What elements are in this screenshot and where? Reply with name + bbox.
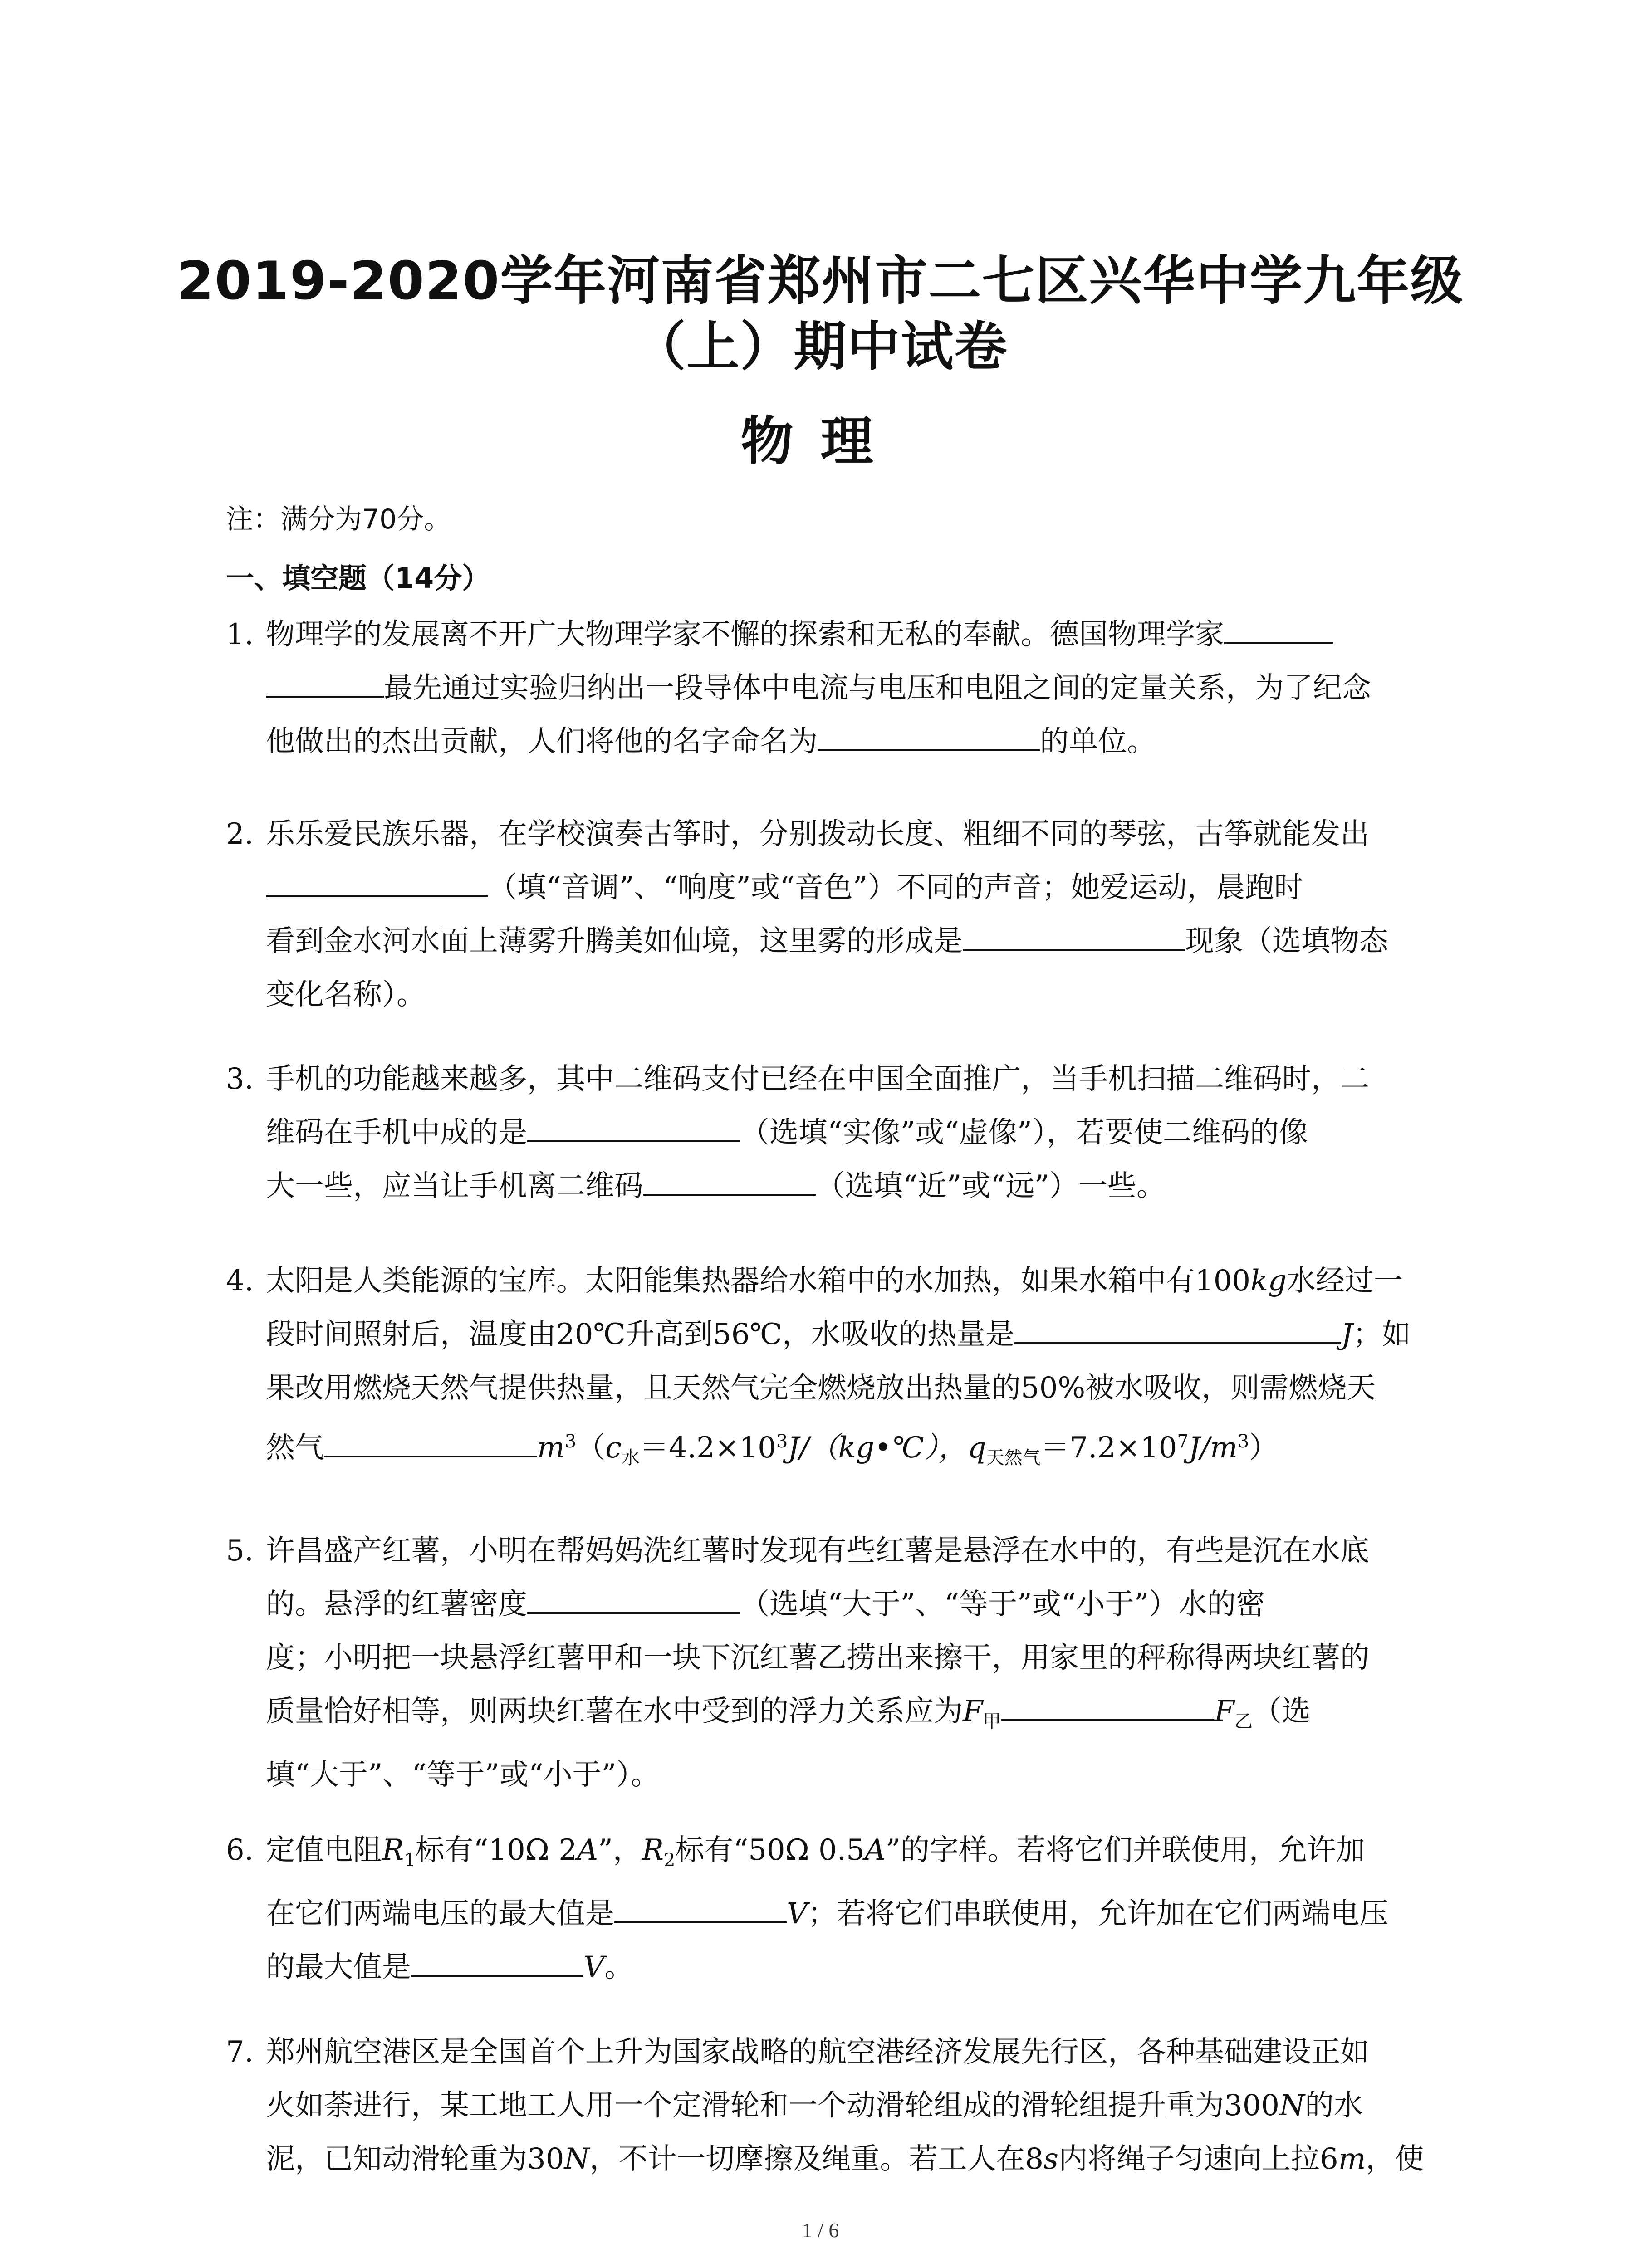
section-heading-fill-in: 一、填空题（14分） [226, 562, 490, 595]
unit-symbol: A [577, 1833, 598, 1867]
superscript: 7 [1177, 1431, 1189, 1452]
unit-symbol: J [1341, 1318, 1353, 1351]
question-text: （选填“近”或“远”）一些。 [816, 1169, 1166, 1203]
question-text: ；如 [1352, 1318, 1411, 1351]
question-number: 3. [226, 1062, 254, 1096]
question-text: 维码在手机中成的是 [266, 1116, 527, 1149]
question-text: 内将绳子匀速向上拉6 [1058, 2142, 1338, 2176]
question-number: 5. [226, 1534, 254, 1568]
subscript: 天然气 [986, 1447, 1041, 1468]
exam-title-line1: 2019-2020学年河南省郑州市二七区兴华中学九年级 [177, 250, 1464, 312]
question-text: 最先通过实验归纳出一段导体中电流与电压和电阻之间的定量关系，为了纪念 [384, 671, 1371, 705]
subject-heading: 物理 [740, 411, 901, 472]
question-text: 乐乐爱民族乐器，在学校演奏古筝时，分别拨动长度、粗细不同的琴弦，古筝就能发出 [266, 817, 1369, 851]
answer-blank[interactable] [324, 1423, 537, 1457]
symbol-f: F [1214, 1695, 1234, 1728]
question-text: 现象（选填物态 [1185, 924, 1388, 958]
question-number: 4. [226, 1264, 254, 1298]
unit-symbol: N [1279, 2089, 1305, 2122]
question-text: 度；小明把一块悬浮红薯甲和一块下沉红薯乙捞出来擦干，用家里的秤称得两块红薯的 [266, 1641, 1369, 1675]
answer-blank[interactable] [266, 663, 384, 698]
unit-symbol: kg [1250, 1264, 1287, 1298]
question-3 [226, 1052, 1451, 1213]
question-7 [226, 2025, 1451, 2186]
superscript: 3 [564, 1431, 577, 1452]
answer-blank[interactable] [963, 916, 1185, 951]
unit-symbol: N [564, 2142, 590, 2176]
question-text: 的单位。 [1040, 725, 1156, 758]
question-text: （选填“大于”、“等于”或“小于”）水的密 [740, 1588, 1265, 1621]
question-text: ”， [598, 1833, 642, 1867]
question-text: ＝4.2×10 [639, 1431, 776, 1465]
subscript: 乙 [1234, 1711, 1253, 1732]
question-text: （填“音调”、“响度”或“音色”）不同的声音；她爱运动，晨跑时 [488, 871, 1303, 904]
question-text: 看到金水河水面上薄雾升腾美如仙境，这里雾的形成是 [266, 924, 963, 958]
question-text: 。 [604, 1950, 634, 1984]
question-text: 变化名称）。 [266, 978, 426, 1012]
question-number: 6. [226, 1833, 254, 1867]
question-number: 2. [226, 817, 254, 851]
superscript: 3 [776, 1431, 788, 1452]
unit-symbol: A [864, 1833, 886, 1867]
question-text: 填“大于”、“等于”或“小于”）。 [266, 1758, 660, 1792]
question-text: 物理学的发展离不开广大物理学家不懈的探索和无私的奉献。德国物理学家 [266, 618, 1224, 651]
question-text: 他做出的杰出贡献，人们将他的名字命名为 [266, 725, 818, 758]
question-text: ＝7.2×10 [1040, 1431, 1177, 1465]
subscript: 水 [621, 1447, 640, 1468]
superscript: 3 [1237, 1431, 1249, 1452]
answer-blank[interactable] [266, 863, 488, 897]
question-text: ；若将它们串联使用，允许加在它们两端电压 [808, 1897, 1389, 1931]
unit-symbol: J/m [1188, 1431, 1238, 1465]
question-text: 标有“10Ω 2 [415, 1833, 577, 1867]
unit-symbol: V [583, 1950, 605, 1984]
symbol-q: q [967, 1431, 986, 1465]
answer-blank[interactable] [527, 1579, 740, 1614]
question-text: 大一些，应当让手机离二维码 [266, 1169, 643, 1203]
score-note: 注：满分为70分。 [226, 503, 451, 535]
unit-symbol: m [537, 1431, 565, 1465]
question-text: 在它们两端电压的最大值是 [266, 1897, 614, 1931]
question-text: ”的字样。若将它们并联使用，允许加 [886, 1833, 1365, 1867]
question-2 [226, 807, 1451, 1022]
question-text: 定值电阻 [266, 1833, 382, 1867]
answer-blank[interactable] [527, 1108, 740, 1142]
question-text: 然气 [266, 1431, 324, 1465]
question-text: 火如荼进行，某工地工人用一个定滑轮和一个动滑轮组成的滑轮组提升重为300 [266, 2089, 1280, 2122]
unit-symbol: s [1043, 2142, 1058, 2176]
question-text: 泥，已知动滑轮重为30 [266, 2142, 564, 2176]
question-text: 段时间照射后，温度由20℃升高到56℃，水吸收的热量是 [266, 1318, 1015, 1351]
answer-blank[interactable] [614, 1889, 787, 1923]
question-text: ，使 [1366, 2142, 1424, 2176]
symbol-c: c [605, 1431, 622, 1465]
question-number: 1. [226, 618, 254, 651]
question-text: 太阳是人类能源的宝库。太阳能集热器给水箱中的水加热，如果水箱中有100 [266, 1264, 1251, 1298]
question-text: 的。悬浮的红薯密度 [266, 1588, 527, 1621]
question-text: ，不计一切摩擦及绳重。若工人在8 [589, 2142, 1044, 2176]
question-text: （ [576, 1431, 606, 1465]
question-text: 许昌盛产红薯，小明在帮妈妈洗红薯时发现有些红薯是悬浮在水中的，有些是沉在水底 [266, 1534, 1369, 1568]
question-text: 郑州航空港区是全国首个上升为国家战略的航空港经济发展先行区，各种基础建设正如 [266, 2035, 1369, 2069]
question-text: 标有“50Ω 0.5 [675, 1833, 865, 1867]
symbol-r: R [382, 1833, 404, 1867]
unit-symbol: J/（kg•℃）， [788, 1431, 968, 1465]
answer-blank[interactable] [411, 1942, 583, 1977]
question-text: 手机的功能越来越多，其中二维码支付已经在中国全面推广，当手机扫描二维码时，二 [266, 1062, 1369, 1096]
answer-blank[interactable] [643, 1161, 816, 1196]
question-6 [226, 1823, 1451, 1994]
question-4 [226, 1254, 1451, 1485]
subscript: 甲 [983, 1711, 1001, 1732]
answer-blank[interactable] [1001, 1686, 1214, 1721]
question-text: 质量恰好相等，则两块红薯在水中受到的浮力关系应为 [266, 1695, 963, 1728]
unit-symbol: V [787, 1897, 808, 1931]
symbol-f: F [963, 1695, 983, 1728]
unit-symbol: m [1338, 2142, 1366, 2176]
question-text: 的水 [1305, 2089, 1363, 2122]
answer-blank[interactable] [1224, 610, 1333, 644]
answer-blank[interactable] [1014, 1310, 1341, 1344]
question-text: （选填“实像”或“虚像”），若要使二维码的像 [740, 1116, 1308, 1149]
question-text: 水经过一 [1286, 1264, 1403, 1298]
question-number: 7. [226, 2035, 254, 2069]
exam-title-line2: （上）期中试卷 [633, 316, 1008, 377]
symbol-r: R [642, 1833, 664, 1867]
question-text: 的最大值是 [266, 1950, 411, 1984]
subscript: 1 [404, 1850, 416, 1871]
page-number: 1 / 6 [802, 2219, 839, 2242]
question-5 [226, 1524, 1451, 1802]
question-text: （选 [1252, 1695, 1311, 1728]
subscript: 2 [664, 1850, 676, 1871]
question-text: ） [1249, 1431, 1279, 1465]
question-text: 果改用燃烧天然气提供热量，且天然气完全燃烧放出热量的50%被水吸收，则需燃烧天 [266, 1371, 1376, 1405]
answer-blank[interactable] [818, 717, 1040, 751]
question-1 [226, 608, 1451, 768]
